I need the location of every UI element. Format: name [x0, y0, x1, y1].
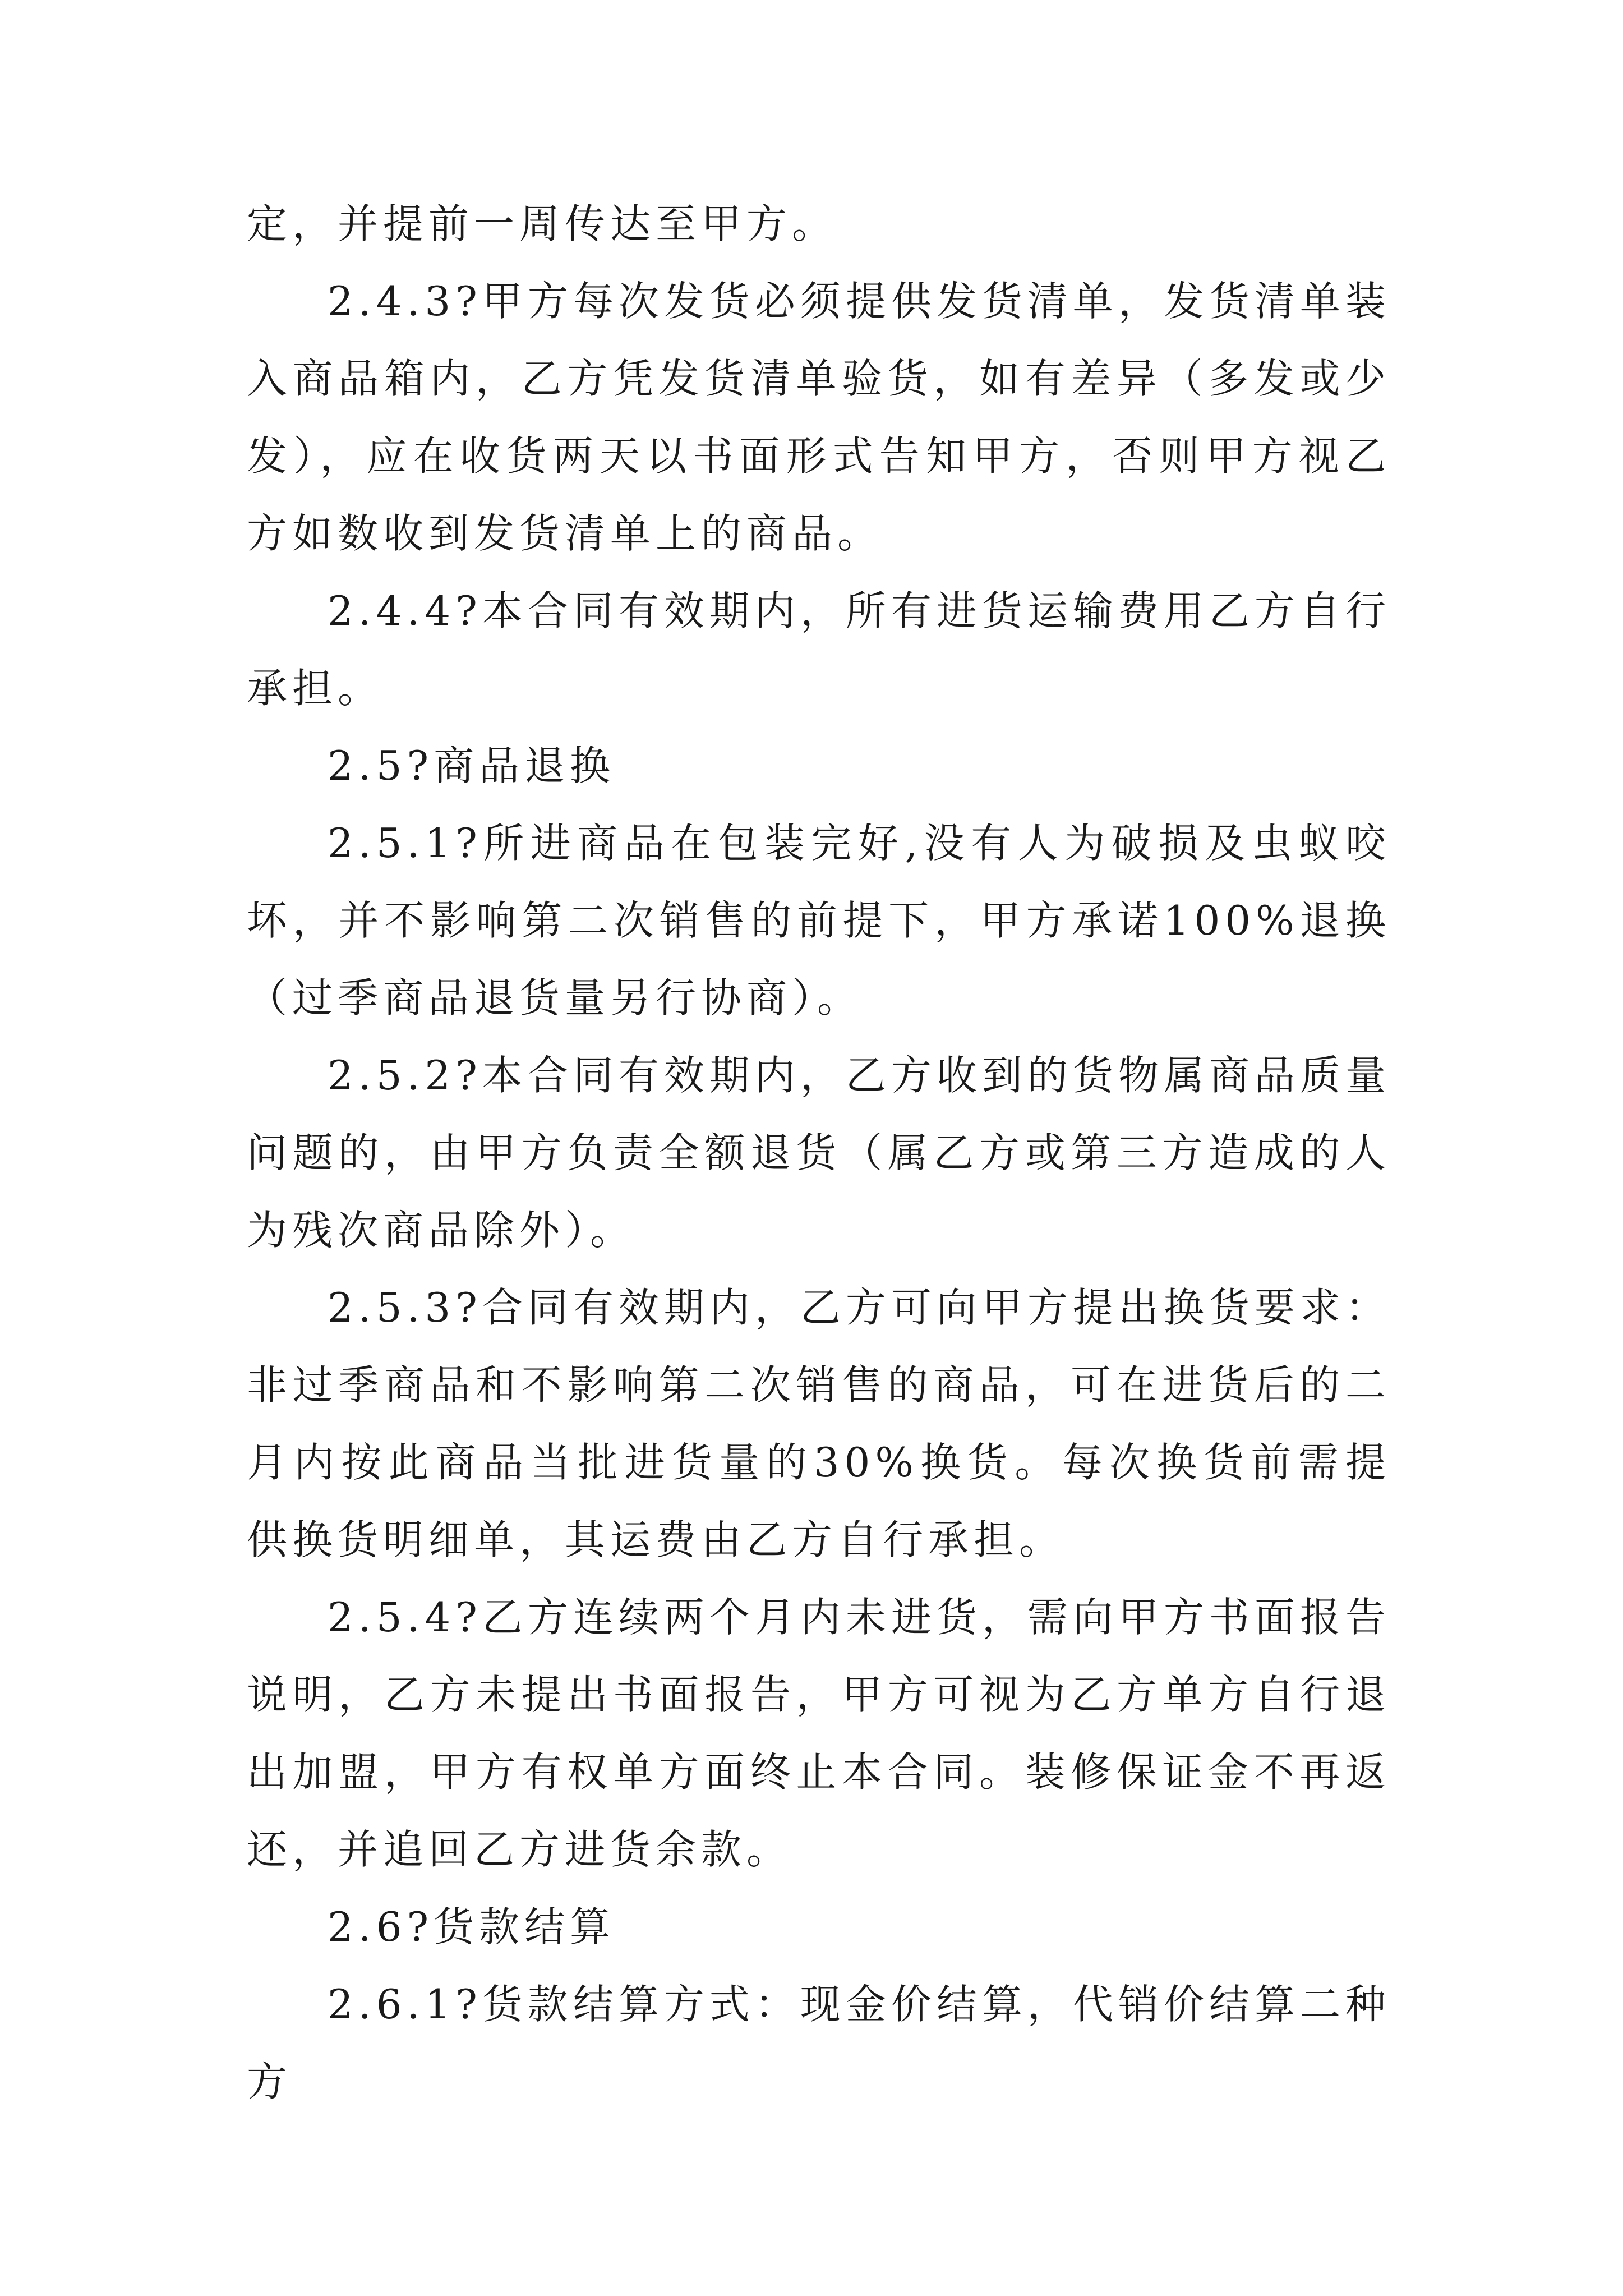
clause-2-6-1: 2.6.1?货款结算方式：现金价结算，代销价结算二种方 — [247, 1981, 1391, 2105]
clause-2-4-3: 2.4.3?甲方每次发货必须提供发货清单，发货清单装入商品箱内，乙方凭发货清单验货，如有差异（多发或少发），应在收货两天以书面形式告知甲方，否则甲方视乙方如数收到发货清单上的商品。 — [247, 278, 1391, 557]
clause-2-5-4: 2.5.4?乙方连续两个月内未进货，需向甲方书面报告说明，乙方未提出书面报告，甲方可视为乙方单方自行退出加盟，甲方有权单方面终止本合同。装修保证金不再返还，并追回乙方进货余款。 — [247, 1594, 1391, 1873]
section-heading-2-5: 2.5?商品退换 — [328, 742, 616, 789]
section-heading-2-6: 2.6?货款结算 — [328, 1903, 616, 1950]
clause-2-4-4: 2.4.4?本合同有效期内，所有进货运输费用乙方自行承担。 — [247, 587, 1391, 712]
document-body — [247, 185, 1391, 2120]
clause-2-5-1: 2.5.1?所进商品在包装完好,没有人为破损及虫蚁咬坏，并不影响第二次销售的前提下，甲方承诺100%退换（过季商品退货量另行协商）。 — [247, 820, 1391, 1022]
clause-2-5-2: 2.5.2?本合同有效期内，乙方收到的货物属商品质量问题的，由甲方负责全额退货（属乙方或第三方造成的人为残次商品除外）。 — [247, 1052, 1391, 1254]
paragraph-continuation: 定，并提前一周传达至甲方。 — [247, 200, 838, 247]
clause-2-5-3: 2.5.3?合同有效期内，乙方可向甲方提出换货要求：非过季商品和不影响第二次销售的商品，可在进货后的二月内按此商品当批进货量的30%换货。每次换货前需提供换货明细单，其运费由乙方自行承担。 — [247, 1284, 1391, 1563]
